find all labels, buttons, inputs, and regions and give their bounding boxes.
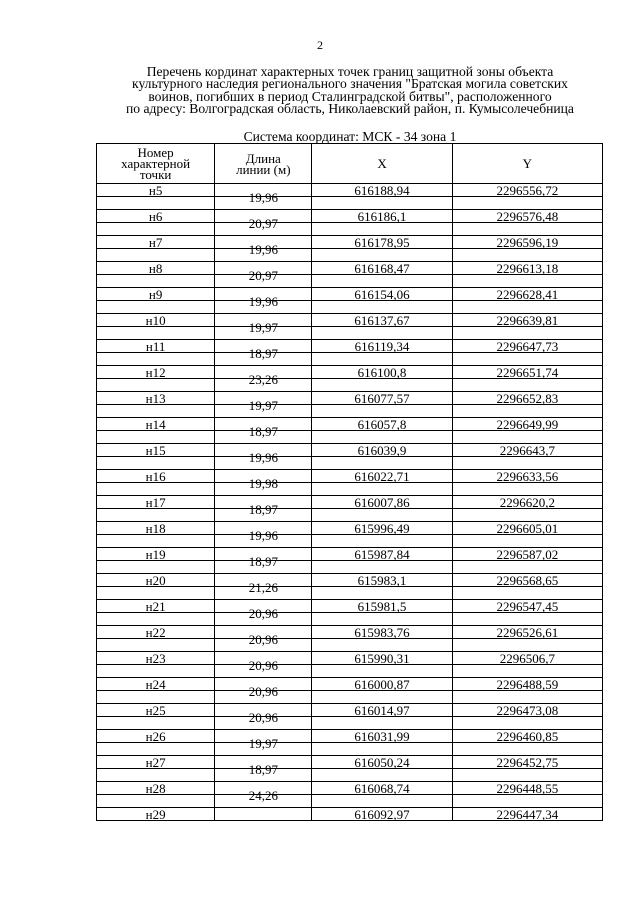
x-cell: 616068,74 — [312, 782, 452, 795]
segment-empty-cell — [312, 691, 452, 704]
segment-empty-cell — [312, 509, 452, 522]
table-row — [97, 444, 603, 457]
segment-empty-cell — [452, 691, 602, 704]
segment-empty-cell — [312, 197, 452, 210]
x-cell: 616154,06 — [312, 288, 452, 301]
table-segment-row — [97, 379, 603, 392]
segment-length-cell — [215, 371, 312, 392]
table-row — [97, 730, 603, 743]
segment-empty-cell — [97, 249, 215, 262]
segment-length-cell — [215, 397, 312, 418]
segment-length-value: 20,96 — [248, 709, 278, 725]
segment-length-value: 19,97 — [248, 735, 278, 751]
table-row — [97, 548, 603, 561]
segment-empty-cell — [97, 561, 215, 574]
table-segment-row — [97, 353, 603, 366]
title-line: по адресу: Волгоградская область, Николаевский район, п. Кумысолечебница — [126, 101, 574, 117]
point-name-cell: н27 — [97, 756, 215, 769]
x-cell: 616178,95 — [312, 236, 452, 249]
segment-length-cell — [215, 241, 312, 262]
header-y: Y — [452, 144, 602, 184]
y-cell: 2296651,74 — [452, 366, 602, 379]
y-cell: 2296613,18 — [452, 262, 602, 275]
y-cell: 2296576,48 — [452, 210, 602, 223]
segment-empty-cell — [97, 301, 215, 314]
segment-empty-cell — [312, 457, 452, 470]
table-segment-row — [97, 613, 603, 626]
segment-length-cell — [215, 267, 312, 288]
segment-empty-cell — [97, 587, 215, 600]
table-segment-row — [97, 405, 603, 418]
table-row — [97, 262, 603, 275]
segment-empty-cell — [97, 327, 215, 340]
segment-empty-cell — [97, 535, 215, 548]
title-line: воинов, погибших в период Сталинградской битвы", расположенного — [148, 88, 552, 104]
segment-length-value: 20,96 — [248, 657, 278, 673]
point-name-cell: н7 — [97, 236, 215, 249]
segment-length-cell — [215, 319, 312, 340]
segment-empty-cell — [312, 665, 452, 678]
table-row — [97, 678, 603, 691]
point-name-cell: н15 — [97, 444, 215, 457]
coordinates-table — [96, 143, 603, 821]
table-segment-row — [97, 743, 603, 756]
length-empty-cell — [215, 808, 312, 821]
segment-empty-cell — [452, 275, 602, 288]
table-row — [97, 600, 603, 613]
table-segment-row — [97, 457, 603, 470]
table-segment-row — [97, 639, 603, 652]
table-segment-row — [97, 561, 603, 574]
table-row — [97, 288, 603, 301]
segment-length-cell — [215, 735, 312, 756]
header-length-line: линии (м) — [236, 161, 291, 177]
segment-length-value: 19,97 — [248, 319, 278, 335]
segment-empty-cell — [452, 769, 602, 782]
header-point-line: Номер — [137, 145, 174, 160]
y-cell: 2296587,02 — [452, 548, 602, 561]
segment-empty-cell — [312, 327, 452, 340]
segment-length-value: 18,97 — [248, 501, 278, 517]
y-cell: 2296473,08 — [452, 704, 602, 717]
table-body — [97, 184, 603, 821]
segment-length-cell — [215, 761, 312, 782]
point-name-cell: н28 — [97, 782, 215, 795]
table-row — [97, 652, 603, 665]
x-cell: 616031,99 — [312, 730, 452, 743]
x-cell: 616007,86 — [312, 496, 452, 509]
point-name-cell: н9 — [97, 288, 215, 301]
x-cell: 616092,97 — [312, 808, 452, 821]
segment-empty-cell — [452, 379, 602, 392]
table-row — [97, 392, 603, 405]
y-cell: 2296506,7 — [452, 652, 602, 665]
point-name-cell: н26 — [97, 730, 215, 743]
point-name-cell: н21 — [97, 600, 215, 613]
segment-empty-cell — [312, 301, 452, 314]
x-cell: 616077,57 — [312, 392, 452, 405]
x-cell: 615996,49 — [312, 522, 452, 535]
x-cell: 615981,5 — [312, 600, 452, 613]
table-segment-row — [97, 665, 603, 678]
segment-empty-cell — [312, 431, 452, 444]
x-cell: 616057,8 — [312, 418, 452, 431]
segment-empty-cell — [312, 535, 452, 548]
segment-empty-cell — [97, 275, 215, 288]
x-cell: 616000,87 — [312, 678, 452, 691]
segment-empty-cell — [97, 717, 215, 730]
table-segment-row — [97, 431, 603, 444]
y-cell: 2296633,56 — [452, 470, 602, 483]
y-cell: 2296556,72 — [452, 184, 602, 197]
table-segment-row — [97, 509, 603, 522]
point-name-cell: н24 — [97, 678, 215, 691]
segment-length-value: 19,96 — [248, 527, 278, 543]
segment-length-value: 18,97 — [248, 553, 278, 569]
segment-length-value: 20,96 — [248, 631, 278, 647]
x-cell: 616188,94 — [312, 184, 452, 197]
table-segment-row — [97, 795, 603, 808]
segment-empty-cell — [312, 613, 452, 626]
segment-length-value: 19,96 — [248, 241, 278, 257]
segment-empty-cell — [97, 483, 215, 496]
y-cell: 2296547,45 — [452, 600, 602, 613]
table-row — [97, 522, 603, 535]
segment-empty-cell — [97, 509, 215, 522]
page-number: 2 — [317, 38, 323, 52]
y-cell: 2296605,01 — [452, 522, 602, 535]
x-cell: 615987,84 — [312, 548, 452, 561]
segment-length-cell — [215, 631, 312, 652]
table-segment-row — [97, 535, 603, 548]
y-cell: 2296460,85 — [452, 730, 602, 743]
segment-empty-cell — [312, 353, 452, 366]
table-row — [97, 210, 603, 223]
segment-empty-cell — [452, 223, 602, 236]
segment-empty-cell — [452, 587, 602, 600]
segment-length-value: 18,97 — [248, 345, 278, 361]
segment-length-cell — [215, 423, 312, 444]
y-cell: 2296647,73 — [452, 340, 602, 353]
header-point-line: точки — [139, 167, 172, 182]
segment-empty-cell — [97, 223, 215, 236]
point-name-cell: н8 — [97, 262, 215, 275]
table-segment-row — [97, 301, 603, 314]
x-cell: 615990,31 — [312, 652, 452, 665]
segment-length-value: 19,97 — [248, 397, 278, 413]
header-line-length — [215, 144, 312, 184]
point-name-cell: н16 — [97, 470, 215, 483]
segment-empty-cell — [97, 353, 215, 366]
segment-empty-cell — [312, 795, 452, 808]
table-row — [97, 496, 603, 509]
x-cell: 616039,9 — [312, 444, 452, 457]
title-line: Перечень кординат характерных точек границ защитной зоны объекта — [146, 64, 554, 79]
segment-empty-cell — [312, 639, 452, 652]
segment-empty-cell — [312, 743, 452, 756]
segment-length-cell — [215, 215, 312, 236]
segment-length-cell — [215, 709, 312, 730]
y-cell: 2296596,19 — [452, 236, 602, 249]
segment-length-cell — [215, 449, 312, 470]
point-name-cell: н17 — [97, 496, 215, 509]
table-row — [97, 236, 603, 249]
table-row — [97, 626, 603, 639]
point-name-cell: н25 — [97, 704, 215, 717]
segment-length-cell — [215, 527, 312, 548]
header-point-line: характерной — [121, 156, 191, 171]
table-row — [97, 782, 603, 795]
segment-empty-cell — [312, 405, 452, 418]
segment-length-value: 24,26 — [248, 787, 278, 803]
segment-empty-cell — [452, 561, 602, 574]
segment-empty-cell — [452, 639, 602, 652]
point-name-cell: н22 — [97, 626, 215, 639]
segment-length-cell — [215, 475, 312, 496]
segment-length-cell — [215, 657, 312, 678]
table-row — [97, 470, 603, 483]
y-cell: 2296639,81 — [452, 314, 602, 327]
table-row — [97, 340, 603, 353]
table-row — [97, 314, 603, 327]
segment-length-cell — [215, 579, 312, 600]
point-name-cell: н11 — [97, 340, 215, 353]
x-cell: 616100,8 — [312, 366, 452, 379]
segment-empty-cell — [452, 795, 602, 808]
point-name-cell: н29 — [97, 808, 215, 821]
y-cell: 2296526,61 — [452, 626, 602, 639]
segment-empty-cell — [452, 431, 602, 444]
point-name-cell: н19 — [97, 548, 215, 561]
segment-empty-cell — [97, 457, 215, 470]
table-row — [97, 756, 603, 769]
segment-empty-cell — [452, 197, 602, 210]
point-name-cell: н10 — [97, 314, 215, 327]
segment-length-value: 18,97 — [248, 761, 278, 777]
table-row — [97, 808, 603, 821]
segment-length-value: 23,26 — [248, 371, 278, 387]
segment-empty-cell — [452, 717, 602, 730]
y-cell: 2296643,7 — [452, 444, 602, 457]
segment-length-value: 20,97 — [248, 215, 278, 231]
segment-empty-cell — [312, 249, 452, 262]
segment-empty-cell — [452, 249, 602, 262]
table-segment-row — [97, 249, 603, 262]
table-segment-row — [97, 587, 603, 600]
table-segment-row — [97, 717, 603, 730]
segment-empty-cell — [97, 613, 215, 626]
segment-empty-cell — [452, 665, 602, 678]
table-row — [97, 574, 603, 587]
point-name-cell: н6 — [97, 210, 215, 223]
header-x: X — [312, 144, 452, 184]
segment-length-cell — [215, 605, 312, 626]
segment-length-value: 19,98 — [248, 475, 278, 491]
segment-empty-cell — [97, 405, 215, 418]
segment-empty-cell — [452, 405, 602, 418]
table-segment-row — [97, 483, 603, 496]
header-length-line: Длина — [245, 150, 281, 166]
segment-empty-cell — [97, 665, 215, 678]
point-name-cell: н12 — [97, 366, 215, 379]
table-row — [97, 366, 603, 379]
segment-empty-cell — [97, 769, 215, 782]
y-cell: 2296452,75 — [452, 756, 602, 769]
y-cell: 2296628,41 — [452, 288, 602, 301]
segment-empty-cell — [312, 275, 452, 288]
segment-empty-cell — [452, 483, 602, 496]
segment-empty-cell — [312, 561, 452, 574]
segment-length-cell — [215, 501, 312, 522]
table-row — [97, 704, 603, 717]
segment-length-cell — [215, 345, 312, 366]
segment-empty-cell — [312, 587, 452, 600]
segment-length-cell — [215, 293, 312, 314]
segment-empty-cell — [452, 353, 602, 366]
segment-empty-cell — [452, 457, 602, 470]
table-row — [97, 418, 603, 431]
table-segment-row — [97, 327, 603, 340]
x-cell: 615983,1 — [312, 574, 452, 587]
point-name-cell: н18 — [97, 522, 215, 535]
segment-empty-cell — [312, 717, 452, 730]
table-segment-row — [97, 691, 603, 704]
segment-length-value: 21,26 — [248, 579, 278, 595]
x-cell: 616050,24 — [312, 756, 452, 769]
segment-length-cell — [215, 787, 312, 808]
segment-empty-cell — [312, 379, 452, 392]
point-name-cell: н14 — [97, 418, 215, 431]
table-header-row — [97, 144, 603, 184]
table-segment-row — [97, 197, 603, 210]
segment-length-value: 20,96 — [248, 605, 278, 621]
table-row — [97, 184, 603, 197]
segment-length-value: 20,96 — [248, 683, 278, 699]
segment-empty-cell — [452, 535, 602, 548]
x-cell: 616186,1 — [312, 210, 452, 223]
y-cell: 2296488,59 — [452, 678, 602, 691]
x-cell: 616022,71 — [312, 470, 452, 483]
point-name-cell: н23 — [97, 652, 215, 665]
x-cell: 615983,76 — [312, 626, 452, 639]
segment-length-value: 19,96 — [248, 449, 278, 465]
segment-length-value: 20,97 — [248, 267, 278, 283]
segment-empty-cell — [452, 509, 602, 522]
coordinate-system-label: Система координат: МСК - 34 зона 1 — [243, 129, 457, 144]
table-segment-row — [97, 223, 603, 236]
segment-empty-cell — [97, 743, 215, 756]
segment-empty-cell — [97, 431, 215, 444]
segment-empty-cell — [97, 639, 215, 652]
point-name-cell: н20 — [97, 574, 215, 587]
table-segment-row — [97, 769, 603, 782]
segment-empty-cell — [97, 379, 215, 392]
y-cell: 2296448,55 — [452, 782, 602, 795]
segment-length-value: 19,96 — [248, 189, 278, 205]
point-name-cell: н13 — [97, 392, 215, 405]
segment-length-cell — [215, 683, 312, 704]
segment-empty-cell — [97, 795, 215, 808]
document-title — [96, 66, 604, 116]
segment-empty-cell — [312, 223, 452, 236]
segment-length-cell — [215, 553, 312, 574]
point-name-cell: н5 — [97, 184, 215, 197]
x-cell: 616137,67 — [312, 314, 452, 327]
x-cell: 616119,34 — [312, 340, 452, 353]
segment-empty-cell — [452, 613, 602, 626]
y-cell: 2296649,99 — [452, 418, 602, 431]
segment-length-value: 18,97 — [248, 423, 278, 439]
title-line: культурного наследия регионального значения "Братская могила советских — [132, 76, 568, 92]
x-cell: 616168,47 — [312, 262, 452, 275]
segment-empty-cell — [97, 197, 215, 210]
segment-empty-cell — [312, 483, 452, 496]
segment-empty-cell — [97, 691, 215, 704]
table-segment-row — [97, 275, 603, 288]
segment-empty-cell — [452, 301, 602, 314]
y-cell: 2296620,2 — [452, 496, 602, 509]
y-cell: 2296652,83 — [452, 392, 602, 405]
segment-length-cell — [215, 189, 312, 210]
y-cell: 2296447,34 — [452, 808, 602, 821]
segment-empty-cell — [452, 327, 602, 340]
segment-length-value: 19,96 — [248, 293, 278, 309]
segment-empty-cell — [312, 769, 452, 782]
x-cell: 616014,97 — [312, 704, 452, 717]
y-cell: 2296568,65 — [452, 574, 602, 587]
header-point-number — [97, 144, 215, 184]
segment-empty-cell — [452, 743, 602, 756]
